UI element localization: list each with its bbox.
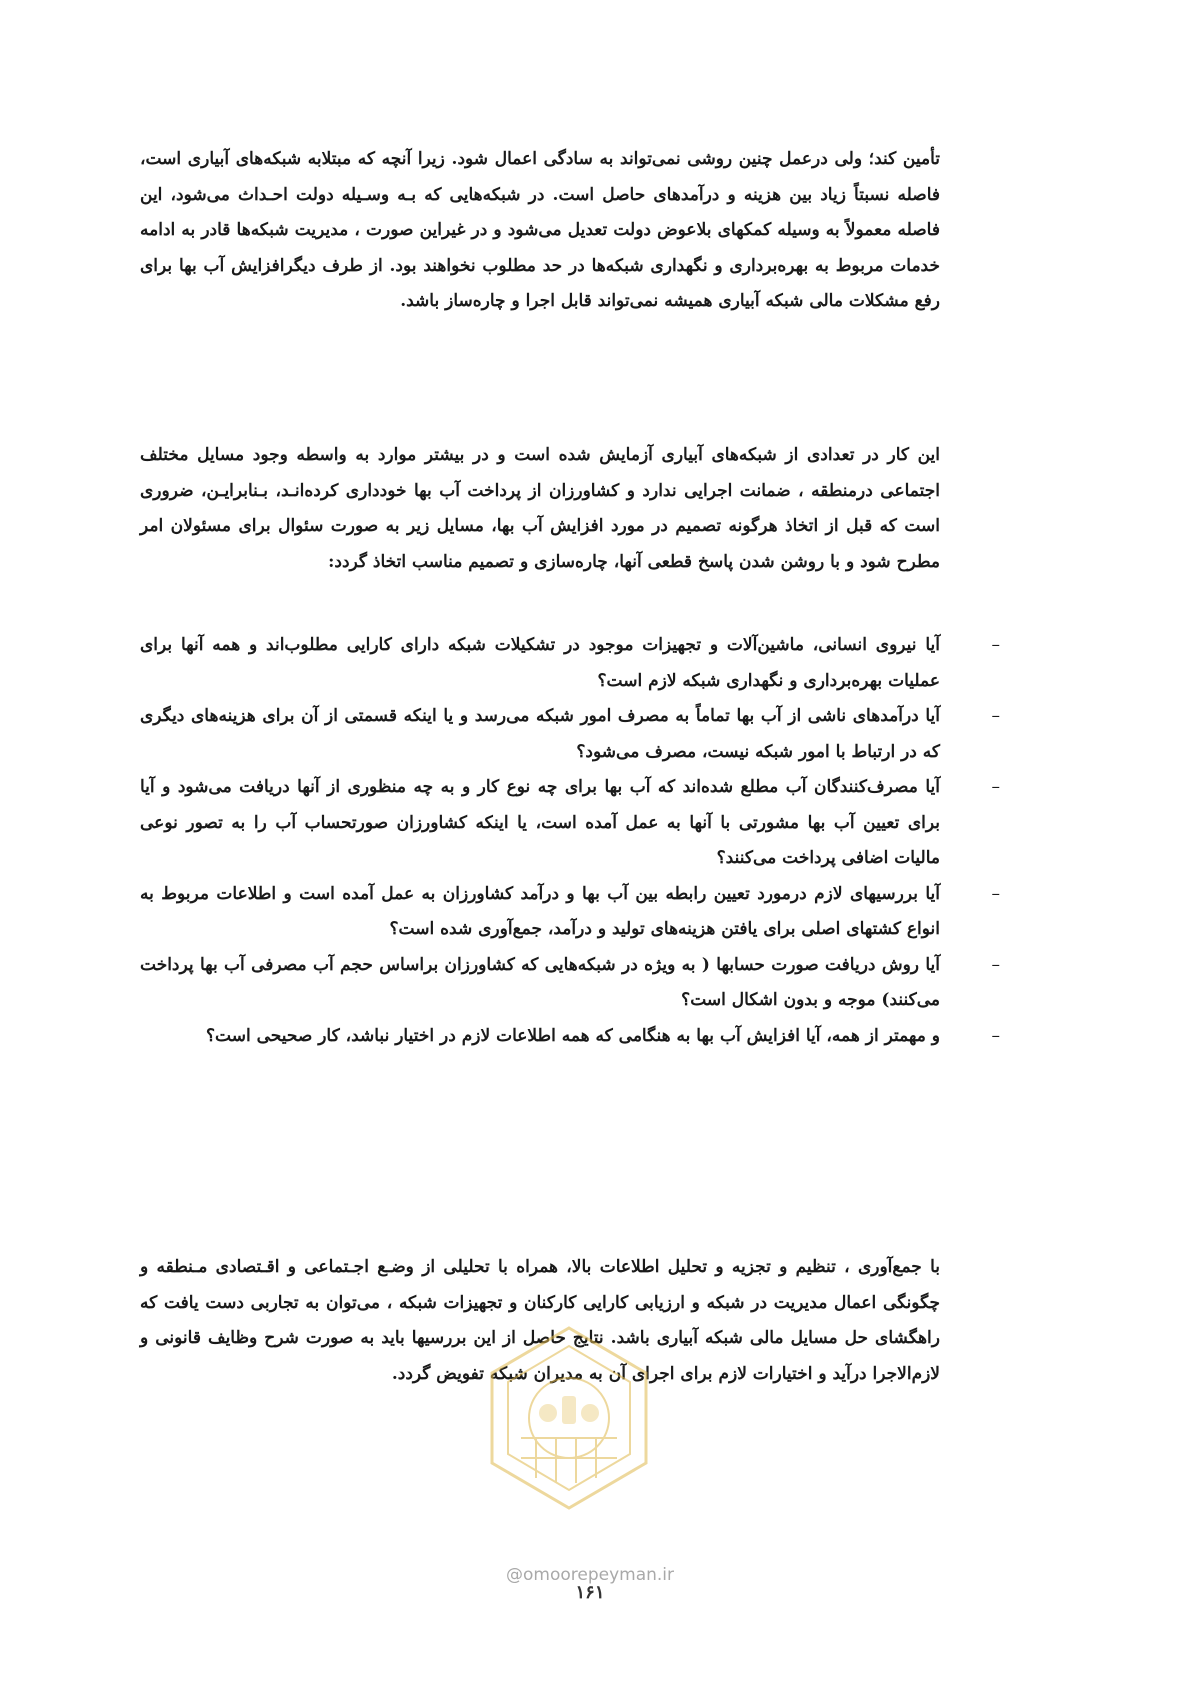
paragraph-1: تأمین کند؛ ولی درعمل چنین روشی نمی‌تواند به سادگی اعمال شود. زیرا آنچه که مبتلابه شبکه‌های آبیاری است، فاصله نسبتاً زیاد بین هزینه و درآمدهای حاصل است. در شبکه‌هایی که بـه وسـیله دولت احـداث می‌شود، این فاصله معمولاً به وسیله کمکهای بلاعوض دولت تعدیل می‌شود و در غیراین صورت ، مدیریت شبکه‌ها قادر به ادامه خدمات مربوط به بهره‌برداری و نگهداری شبکه‌ها در حد مطلوب نخواهند بود. از طرف دیگرافزایش آب بها برای رفع مشکلات مالی شبکه آبیاری همیشه نمی‌تواند قابل اجرا و چاره‌ساز باشد.: [140, 149, 940, 311]
paragraph-2: این کار در تعدادی از شبکه‌های آبیاری آزمایش شده است و در بیشتر موارد به واسطه وجود مسایل مختلف اجتماعی درمنطقه ، ضمانت اجرایی ندارد و کشاورزان از پرداخت آب بها خودداری کرده‌انـد، بـنابرایـن، ضروری است که قبل از اتخاذ هرگونه تصمیم در مورد افزایش آب بها، مسایل زیر به صورت سئوال برای مسئولان امر مطرح شود و با روشن شدن پاسخ قطعی آنها، چاره‌سازی و تصمیم مناسب اتخاذ گردد:: [140, 445, 940, 572]
list-item-text: آیا روش دریافت صورت حسابها ( به ویژه در شبکه‌هایی که کشاورزان براساس حجم آب مصرفی آب بها پرداخت می‌کنند) موجه و بدون اشکال است؟: [140, 954, 940, 1010]
list-item-text: و مهمتر از همه، آیا افزایش آب بها به هنگامی که همه اطلاعات لازم در اختیار نباشد، کار صحیحی است؟: [206, 1025, 940, 1046]
paragraph-3: با جمع‌آوری ، تنظیم و تجزیه و تحلیل اطلاعات بالا، همراه با تحلیلی از وضـع اجـتماعی و اقـتصادی مـنطقه و چگونگی اعمال مدیریت در شبکه و ارزیابی کارایی کارکنان و تجهیزات شبکه ، می‌توان به تجاربی دست یافت که راهگشای حل مسایل مالی شبکه آبیاری باشد. نتایج حاصل از این بررسیها باید به صورت شرح وظایف قانونی و لازم‌الاجرا درآید و اختیارات لازم برای اجرای آن به مدیران شبکه تفویض گردد.: [140, 1257, 940, 1384]
dash-marker: –: [991, 883, 1000, 904]
list-item-text: آیا مصرف‌کنندگان آب مطلع شده‌اند که آب بها برای چه نوع کار و به چه منظوری از آنها دریافت می‌شود و آیا برای تعیین آب بها مشورتی با آنها به عمل آمده است، یا اینکه کشاورزان صورتحساب آب را به تصور نوعی مالیات اضافی پرداخت می‌کنند؟: [140, 777, 940, 868]
list-item: [140, 628, 1000, 699]
dash-marker: –: [991, 777, 1000, 797]
list-item: [140, 699, 1000, 770]
question-list: [140, 628, 1000, 1054]
list-item-text: آیا درآمدهای ناشی از آب بها تماماً به مصرف امور شبکه می‌رسد و یا اینکه قسمتی از آن برای هزینه‌های دیگری که در ارتباط با امور شبکه نیست، مصرف می‌شود؟: [140, 706, 940, 762]
watermark-seal-icon: [476, 1318, 662, 1518]
list-item-text: آیا بررسیهای لازم درمورد تعیین رابطه بین آب بها و درآمد کشاورزان به عمل آمده است و اطلاعات مربوط به انواع کشتهای اصلی برای یافتن هزینه‌های تولید و درآمد، جمع‌آوری شده است؟: [140, 883, 940, 939]
page-number: ۱۶۱: [575, 1582, 605, 1603]
list-item: [140, 770, 1000, 877]
dash-marker: –: [991, 954, 1000, 975]
dash-marker: –: [991, 1025, 1000, 1046]
list-item: [140, 1019, 1000, 1055]
list-item: [140, 877, 1000, 948]
list-item: [140, 948, 1000, 1019]
dash-marker: –: [991, 635, 1000, 655]
watermark-url: @omoorepeyman.ir: [505, 1565, 675, 1585]
dash-marker: –: [991, 706, 1000, 726]
list-item-text: آیا نیروی انسانی، ماشین‌آلات و تجهیزات موجود در تشکیلات شبکه دارای کارایی مطلوب‌اند و همه آنها برای عملیات بهره‌برداری و نگهداری شبکه لازم است؟: [140, 635, 940, 691]
